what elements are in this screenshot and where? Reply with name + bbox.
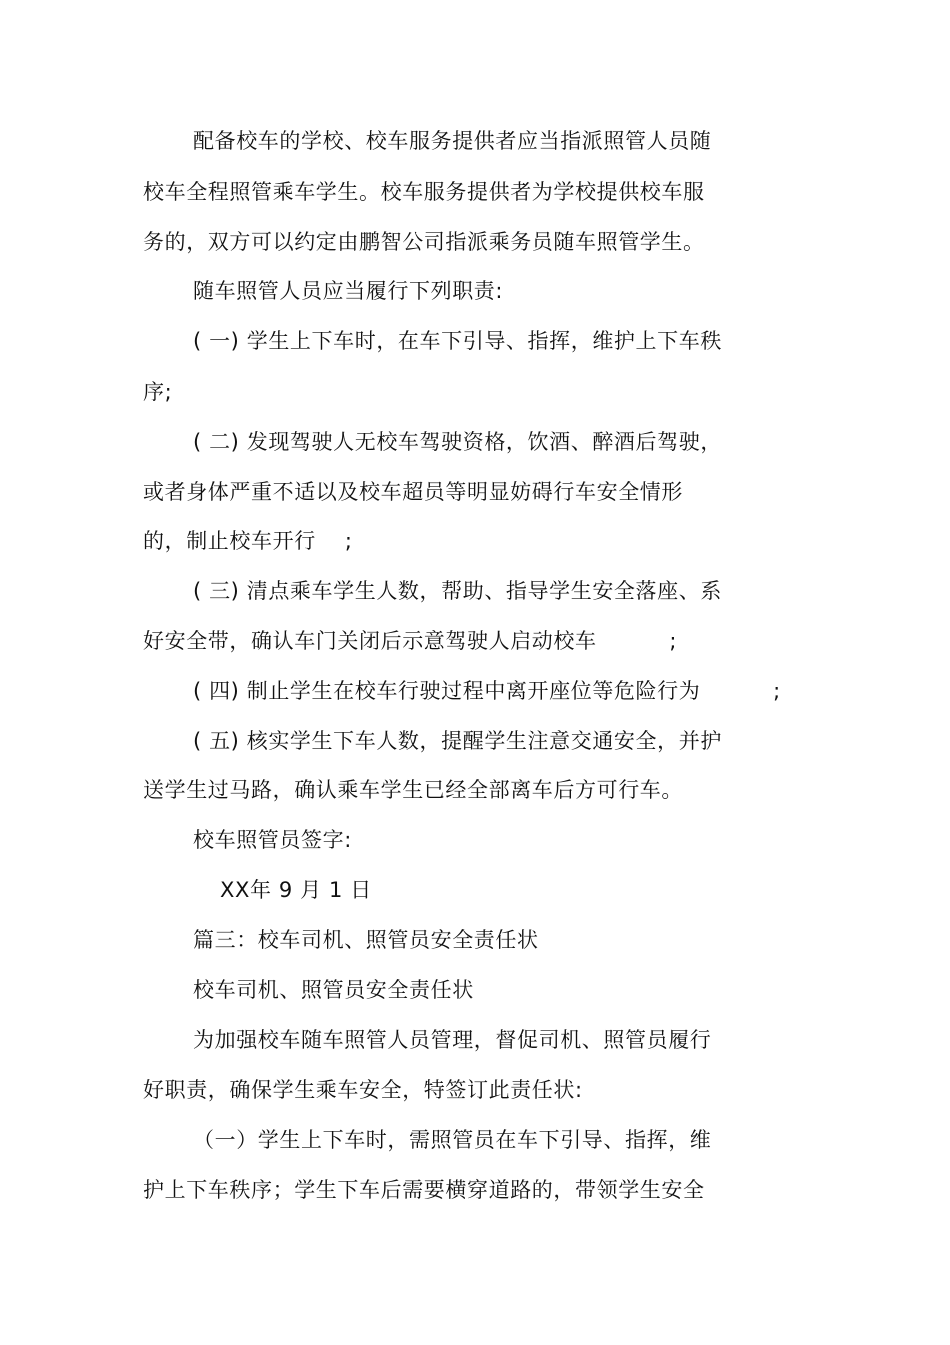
- paragraph-line: 护上下车秩序；学生下车后需要横穿道路的，带领学生安全: [143, 1178, 705, 1202]
- paragraph-line: 序;: [143, 380, 173, 404]
- paragraph-line: 随车照管人员应当履行下列职责:: [193, 279, 504, 303]
- paragraph-line: 送学生过马路，确认乘车学生已经全部离车后方可行车。: [143, 778, 683, 802]
- paragraph-line: 或者身体严重不适以及校车超员等明显妨碍行车安全情形: [143, 480, 683, 504]
- signature-label: 校车照管员签字:: [193, 828, 352, 852]
- paragraph-line: 为加强校车随车照管人员管理，督促司机、照管员履行: [193, 1028, 712, 1052]
- paragraph-line: 配备校车的学校、校车服务提供者应当指派照管人员随: [193, 129, 712, 153]
- paragraph-line: ( 四) 制止学生在校车行驶过程中离开座位等危险行为 ;: [193, 679, 781, 703]
- paragraph-line: ( 三) 清点乘车学生人数，帮助、指导学生安全落座、系: [193, 579, 722, 603]
- paragraph-line: ( 五) 核实学生下车人数，提醒学生注意交通安全，并护: [193, 729, 722, 753]
- paragraph-line: 的，制止校车开行 ;: [143, 529, 353, 553]
- paragraph-line: 好安全带，确认车门关闭后示意驾驶人启动校车 ;: [143, 629, 678, 653]
- section-heading: 篇三：校车司机、照管员安全责任状: [193, 928, 539, 952]
- paragraph-line: 校车全程照管乘车学生。校车服务提供者为学校提供校车服: [143, 180, 705, 204]
- date-line: XX年 9 月 1 日: [220, 878, 372, 902]
- paragraph-line: 好职责，确保学生乘车安全，特签订此责任状:: [143, 1078, 583, 1102]
- paragraph-line: ( 一) 学生上下车时，在车下引导、指挥，维护上下车秩: [193, 329, 722, 353]
- paragraph-line: 务的，双方可以约定由鹏智公司指派乘务员随车照管学生。: [143, 230, 705, 254]
- paragraph-line: （一）学生上下车时，需照管员在车下引导、指挥，维: [193, 1128, 712, 1152]
- paragraph-line: ( 二) 发现驾驶人无校车驾驶资格，饮酒、醉酒后驾驶，: [193, 430, 722, 454]
- document-title: 校车司机、照管员安全责任状: [193, 978, 474, 1002]
